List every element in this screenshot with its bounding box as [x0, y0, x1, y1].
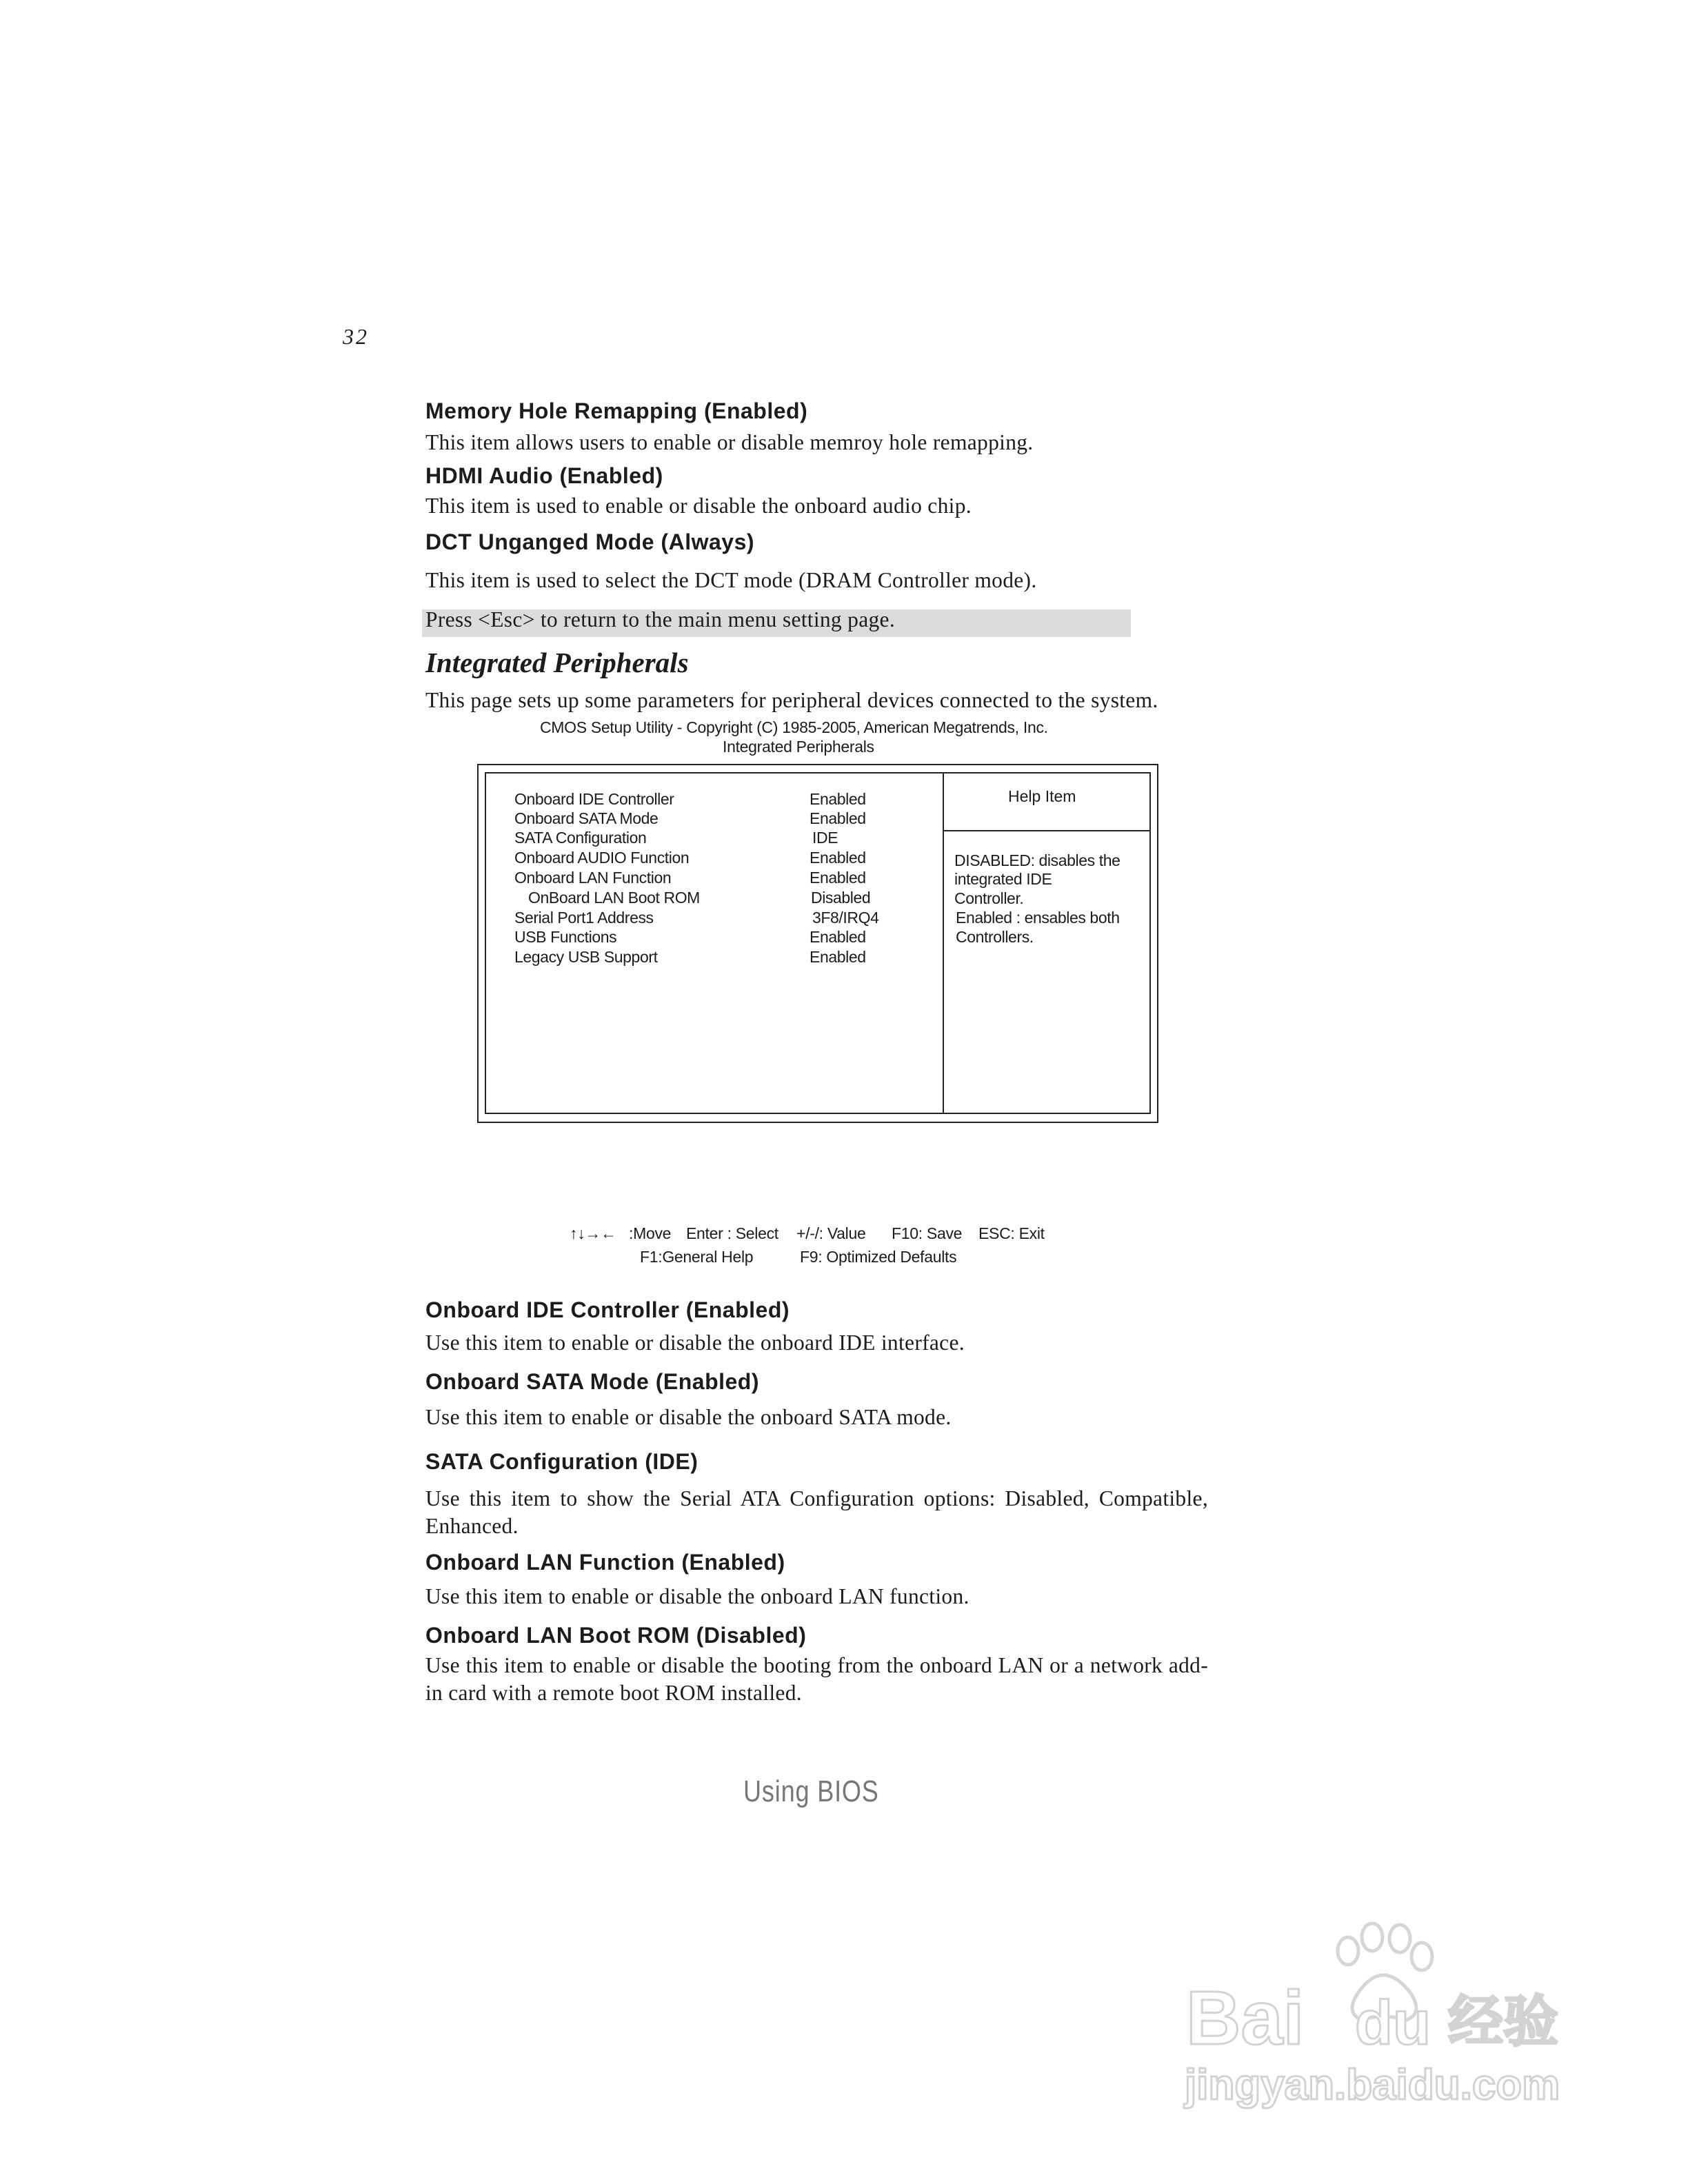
key-value: +/-/: Value — [796, 1224, 866, 1242]
bios-help-line: DISABLED: disables the — [954, 851, 1121, 869]
section-text-lan-boot-rom: Use this item to enable or disable the booting from the onboard LAN or a network add-in card with a remote boot ROM installed. — [425, 1653, 1208, 1705]
bios-help-line: Controllers. — [956, 928, 1034, 946]
section-heading-dct-mode: DCT Unganged Mode (Always) — [425, 529, 755, 554]
bios-item-label: Onboard LAN Function — [514, 869, 672, 887]
bios-item-value: Enabled — [810, 849, 866, 867]
bios-help-line: Enabled : ensables both — [956, 909, 1120, 927]
bios-help-line: integrated IDE — [954, 870, 1052, 888]
bios-caption-copyright: CMOS Setup Utility - Copyright (C) 1985-2005, American Megatrends, Inc. — [540, 718, 1048, 736]
page-footer: Using BIOS — [743, 1775, 879, 1808]
bios-item-value: Enabled — [810, 948, 866, 966]
bios-item-legacy-usb[interactable] — [514, 948, 1135, 968]
key-f9-defaults: F9: Optimized Defaults — [800, 1248, 957, 1266]
section-heading-ide-controller: Onboard IDE Controller (Enabled) — [425, 1297, 790, 1322]
section-heading-lan-function: Onboard LAN Function (Enabled) — [425, 1550, 785, 1575]
bios-item-value: Enabled — [810, 928, 866, 946]
bios-item-label: OnBoard LAN Boot ROM — [528, 889, 700, 907]
watermark-url: jingyan.baidu.com — [1185, 2061, 1560, 2109]
watermark-jingyan-cn: 经验 — [1448, 1991, 1558, 2052]
section-heading-hdmi-audio: HDMI Audio (Enabled) — [425, 463, 663, 488]
bios-item-value: Enabled — [810, 790, 866, 808]
key-f1-help: F1:General Help — [640, 1248, 754, 1266]
bios-item-sata-config[interactable] — [514, 829, 1135, 849]
bios-item-label: SATA Configuration — [514, 829, 647, 847]
key-enter-select: Enter : Select — [686, 1224, 778, 1242]
page-number: 32 — [343, 324, 369, 349]
bios-item-usb-functions[interactable] — [514, 928, 1135, 948]
section-heading-sata-config: SATA Configuration (IDE) — [425, 1449, 699, 1474]
section-title: Integrated Peripherals — [425, 647, 689, 678]
bios-item-value: Disabled — [811, 889, 871, 907]
bios-item-onboard-sata[interactable] — [514, 809, 1135, 829]
bios-item-value: IDE — [812, 829, 838, 847]
key-arrows-icon: ↑↓→← — [570, 1224, 616, 1242]
bios-caption-title: Integrated Peripherals — [723, 738, 874, 756]
section-heading-sata-mode: Onboard SATA Mode (Enabled) — [425, 1369, 759, 1394]
bios-help-line: Controller. — [954, 889, 1024, 907]
baidu-watermark-logo — [1172, 1910, 1579, 2116]
section-text-lan-function: Use this item to enable or disable the onboard LAN function. — [425, 1584, 969, 1608]
bios-item-value: 3F8/IRQ4 — [812, 909, 879, 927]
watermark-bai: Bai — [1186, 1976, 1305, 2061]
bios-item-label: Onboard AUDIO Function — [514, 849, 690, 867]
section-heading-memory-hole: Memory Hole Remapping (Enabled) — [425, 398, 808, 423]
section-text-memory-hole: This item allows users to enable or disable memroy hole remapping. — [425, 430, 1034, 454]
key-f10-save: F10: Save — [892, 1224, 963, 1242]
esc-note: Press <Esc> to return to the main menu setting page. — [425, 607, 895, 631]
bios-item-label: Serial Port1 Address — [514, 909, 654, 927]
bios-item-label: Legacy USB Support — [514, 948, 658, 966]
bios-item-label: USB Functions — [514, 928, 617, 946]
watermark-du: du — [1355, 1989, 1431, 2058]
section-heading-lan-boot-rom: Onboard LAN Boot ROM (Disabled) — [425, 1623, 807, 1648]
section-intro: This page sets up some parameters for peripheral devices connected to the system. — [425, 688, 1158, 712]
section-text-dct-mode: This item is used to select the DCT mode (DRAM Controller mode). — [425, 568, 1037, 592]
bios-item-label: Onboard SATA Mode — [514, 809, 659, 827]
key-esc-exit: ESC: Exit — [978, 1224, 1045, 1242]
bios-item-value: Enabled — [810, 809, 866, 827]
section-text-ide-controller: Use this item to enable or disable the onboard IDE interface. — [425, 1331, 965, 1355]
key-move: :Move — [629, 1224, 672, 1242]
section-text-hdmi-audio: This item is used to enable or disable the onboard audio chip. — [425, 494, 972, 518]
bios-help-title: Help Item — [1008, 787, 1076, 805]
bios-item-lan-boot-rom[interactable] — [514, 889, 1135, 909]
section-text-sata-mode: Use this item to enable or disable the onboard SATA mode. — [425, 1405, 952, 1429]
section-text-sata-config: Use this item to show the Serial ATA Configuration options: Disabled, Compatible, Enhanced. — [425, 1486, 1208, 1538]
bios-item-value: Enabled — [810, 869, 866, 887]
bios-item-label: Onboard IDE Controller — [514, 790, 674, 808]
